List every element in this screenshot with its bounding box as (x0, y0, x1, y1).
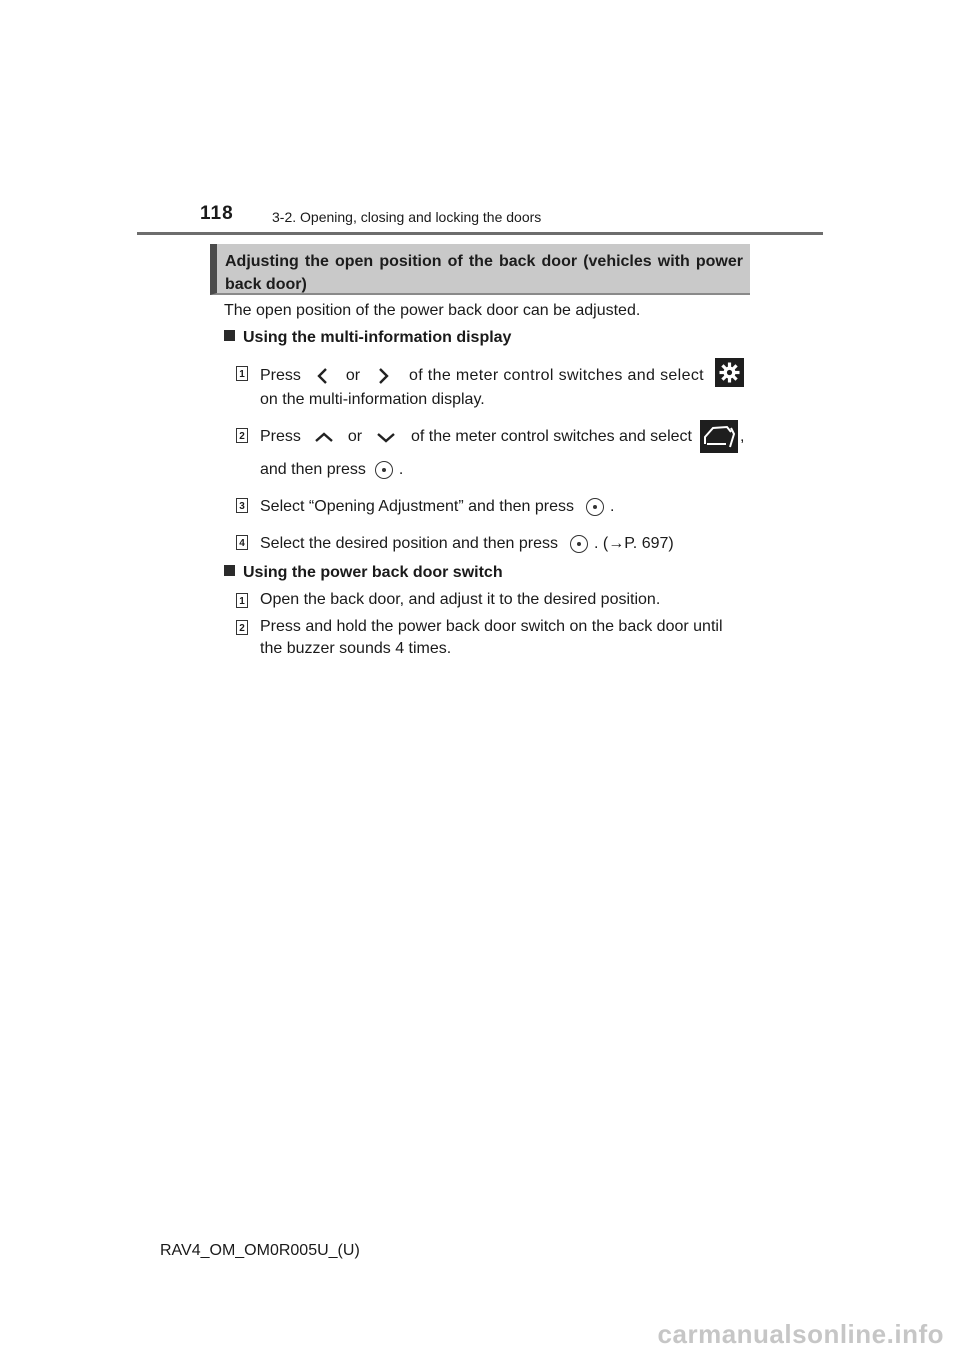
step-text: Press (260, 428, 301, 445)
step-text: or (345, 367, 361, 384)
section-heading-box (210, 244, 750, 295)
step-4-line (260, 532, 674, 556)
subheading-label: Using the multi-information display (243, 329, 512, 346)
enter-button-icon (570, 535, 588, 553)
settings-gear-icon (715, 358, 744, 387)
step-2-line-2 (260, 458, 403, 482)
enter-button-icon (586, 498, 604, 516)
step-3-line (260, 495, 614, 519)
step-2-comma: , (740, 428, 745, 445)
enter-button-icon (375, 461, 393, 479)
switch-step-1-text: Open the back door, and adjust it to the desired position. (260, 591, 661, 608)
header-divider (137, 232, 823, 235)
switch-step-2-line-2: the buzzer sounds 4 times. (260, 640, 452, 657)
step-1-line-1 (260, 363, 704, 389)
step-number: 1 (236, 366, 248, 381)
square-bullet-icon (224, 330, 235, 341)
chevron-up-icon (313, 429, 335, 445)
step-number: 3 (236, 498, 248, 513)
subheading-switch (224, 564, 503, 582)
step-text: . (398, 461, 404, 478)
step-text: of the meter control switches and select (410, 428, 692, 445)
section-title: Adjusting the open position of the back door (vehicles with power back door) (225, 253, 743, 293)
intro-text: The open position of the power back door can be adjusted. (224, 302, 641, 319)
step-number: 2 (236, 428, 248, 443)
step-2-line-1 (260, 424, 692, 450)
step-text: or (347, 428, 363, 445)
switch-step-2-line-1: Press and hold the power back door switch on the back door until (260, 618, 723, 635)
step-1-line-2: on the multi-information display. (260, 391, 485, 408)
step-text: of the meter control switches and select (408, 367, 704, 384)
chevron-down-icon (375, 429, 397, 445)
square-bullet-icon (224, 565, 235, 576)
step-text: Press (260, 367, 301, 384)
back-door-icon (700, 420, 738, 453)
page-number: 118 (200, 203, 234, 224)
step-text: Select the desired position and then press (260, 535, 558, 552)
step-number: 4 (236, 535, 248, 550)
step-text: Select “Opening Adjustment” and then press (260, 498, 574, 515)
step-text: and then press (260, 461, 366, 478)
document-id: RAV4_OM_OM0R005U_(U) (160, 1242, 360, 1259)
subheading-multi-info (224, 329, 511, 347)
chapter-title: 3-2. Opening, closing and locking the doors (272, 209, 542, 225)
step-text: . (609, 498, 615, 515)
step-text: . (→P. 697) (593, 535, 674, 552)
step-number: 1 (236, 593, 248, 608)
subheading-label: Using the power back door switch (243, 564, 503, 581)
watermark: carmanualsonline.info (657, 1319, 944, 1349)
step-number: 2 (236, 620, 248, 635)
chevron-right-icon (373, 366, 393, 386)
chevron-left-icon (313, 366, 333, 386)
